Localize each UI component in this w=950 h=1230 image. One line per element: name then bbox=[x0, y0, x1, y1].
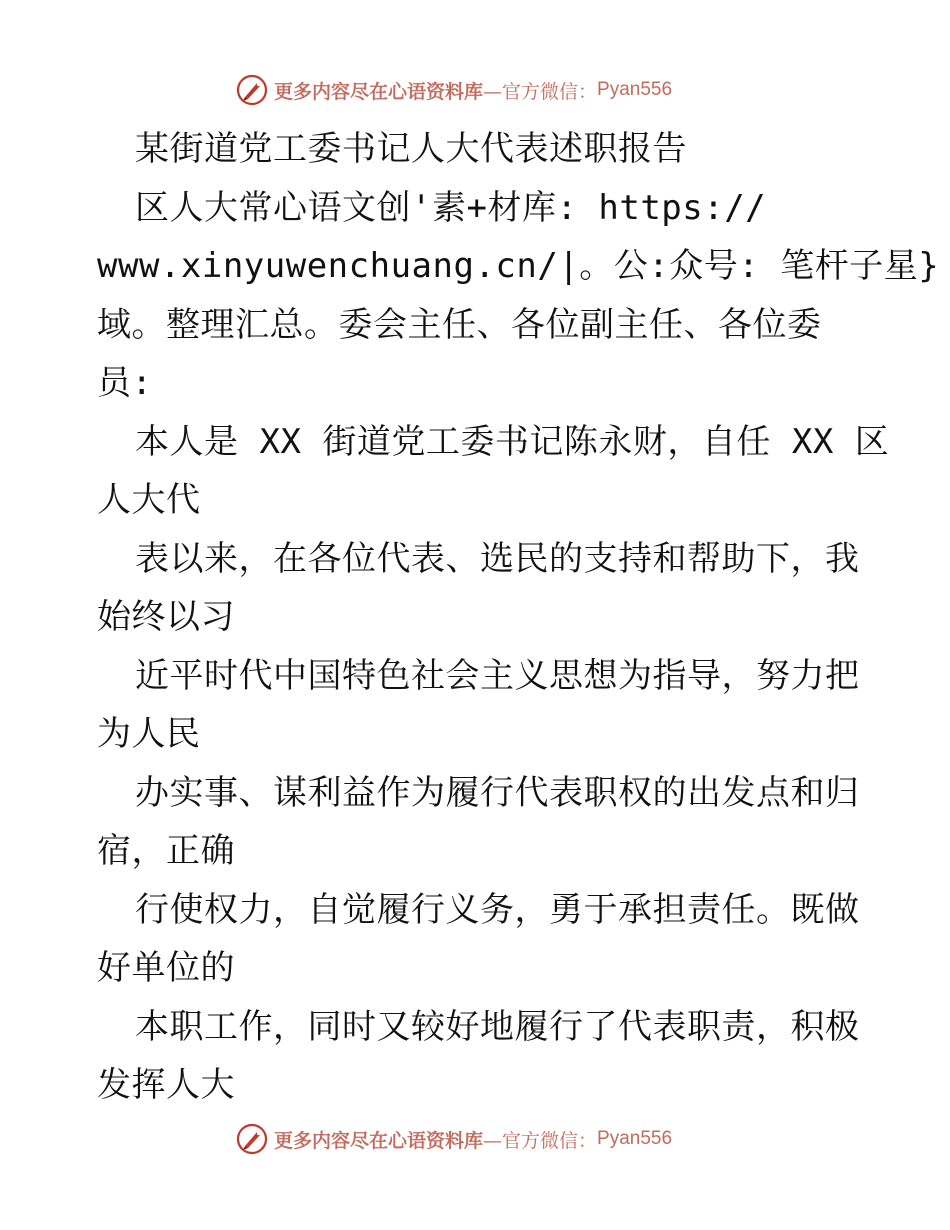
body-line: 本职工作，同时又较好地履行了代表职责，积极 bbox=[135, 1006, 860, 1047]
body-line: 宿，正确 bbox=[97, 831, 235, 871]
banner-sub-text: —官方微信： bbox=[483, 1129, 598, 1152]
header-banner bbox=[236, 73, 672, 107]
body-line: 办实事、谋利益作为履行代表职权的出发点和归 bbox=[135, 772, 860, 813]
body-line: 行使权力，自觉履行义务，勇于承担责任。既做 bbox=[135, 889, 860, 930]
body-line: 发挥人大 bbox=[97, 1065, 235, 1105]
footer-banner bbox=[236, 1122, 672, 1156]
body-line: 好单位的 bbox=[97, 948, 235, 988]
document-body bbox=[97, 120, 940, 1115]
banner-wechat-id: Pyan556 bbox=[597, 1128, 673, 1149]
body-line: 表以来，在各位代表、选民的支持和帮助下，我 bbox=[135, 538, 860, 579]
banner-main-text: 更多内容尽在心语资料库 bbox=[274, 1129, 484, 1152]
banner-sub-text: —官方微信： bbox=[483, 80, 598, 103]
body-line: 人大代 bbox=[97, 480, 201, 520]
banner-main-text: 更多内容尽在心语资料库 bbox=[274, 80, 484, 103]
banner-wechat-id: Pyan556 bbox=[597, 79, 673, 100]
body-line: 域。整理汇总。委会主任、各位副主任、各位委 bbox=[97, 304, 822, 345]
body-line: 本人是 XX 街道党工委书记陈永财，自任 XX 区 bbox=[135, 421, 890, 462]
body-line: 员: bbox=[97, 363, 153, 403]
body-line: 为人民 bbox=[97, 714, 201, 754]
pen-logo-icon bbox=[236, 74, 268, 106]
body-line: 始终以习 bbox=[97, 597, 235, 637]
body-line: www.xinyuwenchuang.cn/|。公:众号: 笔杆子星} bbox=[97, 246, 940, 286]
body-line: 区人大常心语文创'素+材库: https:// bbox=[135, 187, 767, 228]
document-title: 某街道党工委书记人大代表述职报告 bbox=[135, 129, 687, 169]
pen-logo-icon bbox=[236, 1123, 268, 1155]
body-line: 近平时代中国特色社会主义思想为指导，努力把 bbox=[135, 655, 860, 696]
